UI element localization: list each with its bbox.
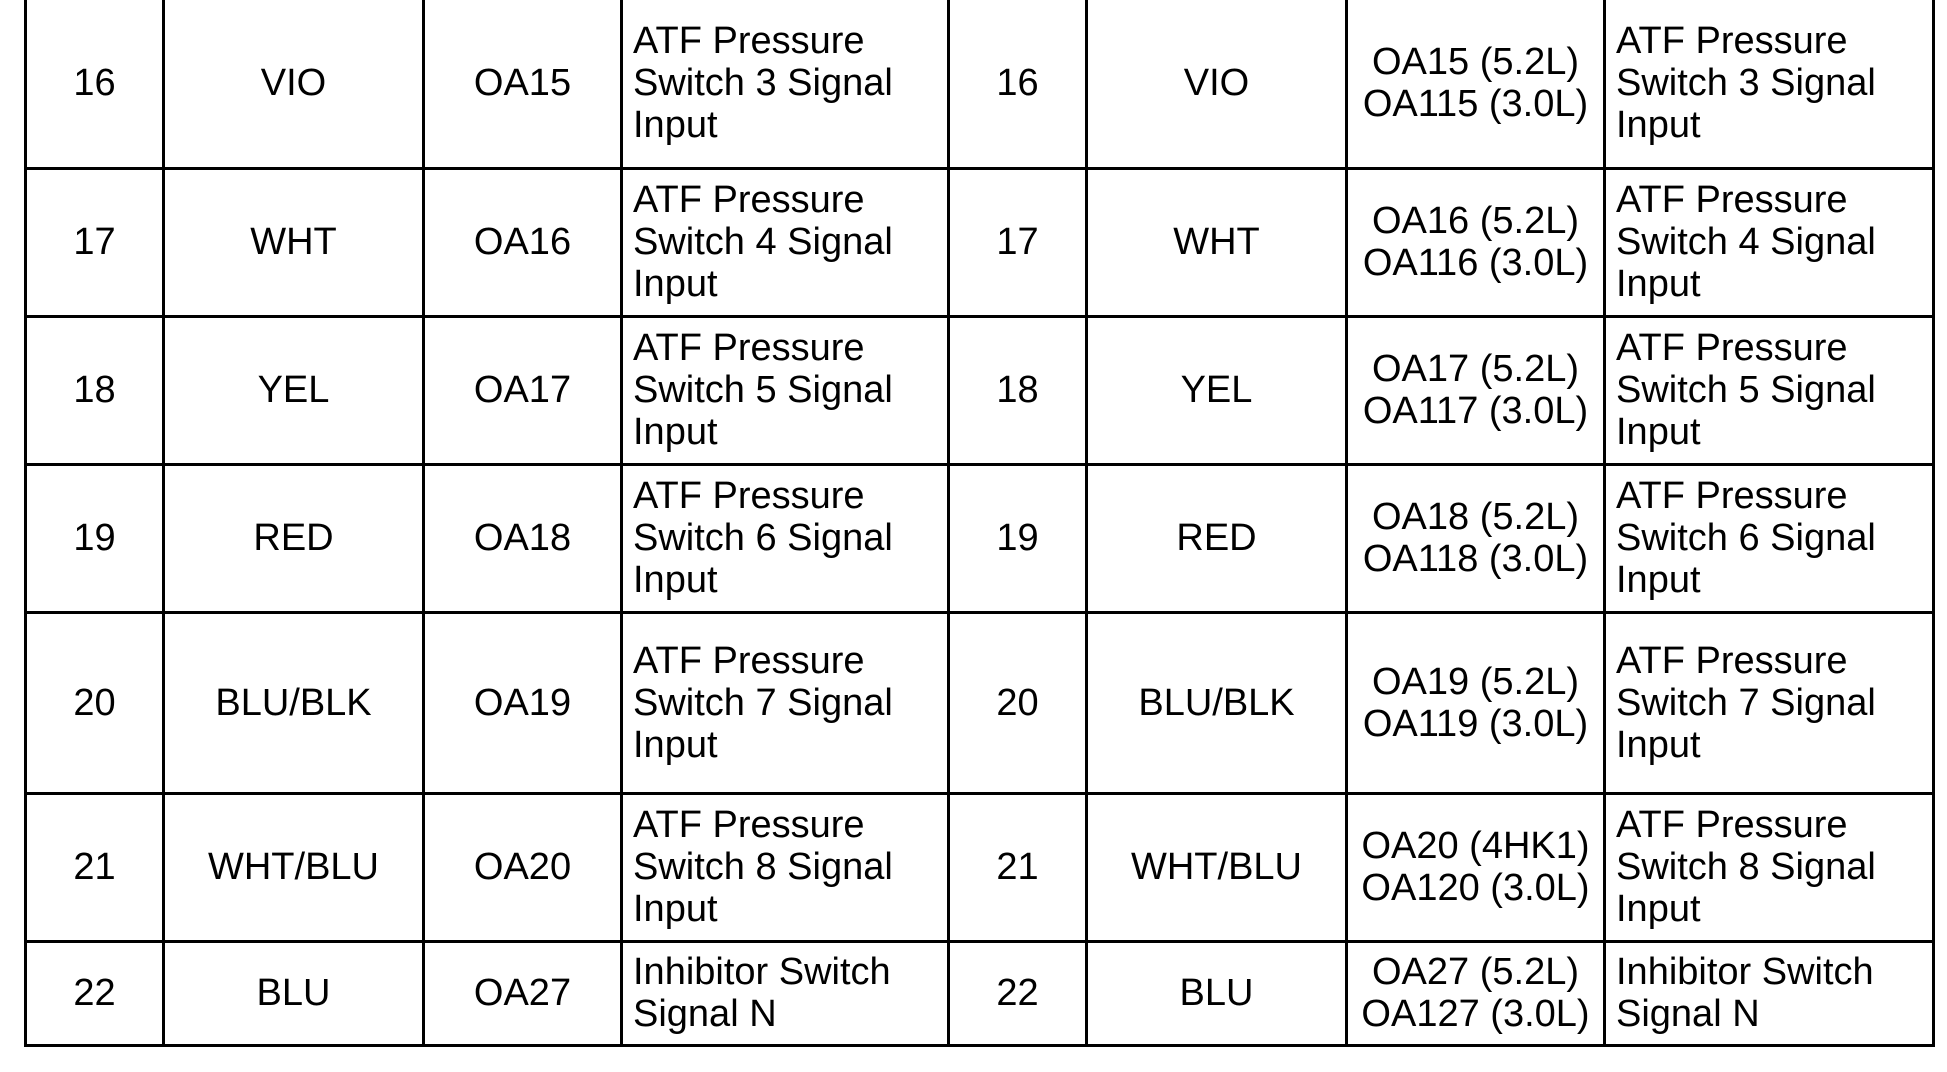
table-row bbox=[26, 316, 1934, 464]
circuit-line: OA16 (5.2L) bbox=[1372, 200, 1579, 242]
pin-number-cell: 22 bbox=[26, 941, 164, 1045]
description-cell bbox=[622, 941, 949, 1045]
circuit-line: OA19 (5.2L) bbox=[1372, 660, 1579, 703]
wire-color-cell: BLU bbox=[164, 941, 424, 1045]
pin-number-cell: 22 bbox=[949, 941, 1087, 1045]
description-line: Input bbox=[1616, 723, 1701, 766]
pin-number-cell: 17 bbox=[949, 168, 1087, 316]
wire-color-cell: BLU/BLK bbox=[1087, 612, 1347, 793]
description-cell bbox=[622, 464, 949, 612]
circuit-cell: OA27 bbox=[424, 941, 622, 1045]
wire-color-cell: VIO bbox=[1087, 0, 1347, 168]
description-line: Inhibitor Switch bbox=[633, 951, 891, 993]
description-cell bbox=[622, 793, 949, 941]
pin-number-cell: 19 bbox=[26, 464, 164, 612]
description-cell bbox=[622, 168, 949, 316]
description-line: ATF Pressure bbox=[1616, 20, 1848, 63]
circuit-cell: OA15 bbox=[424, 0, 622, 168]
description-line: ATF Pressure bbox=[1616, 804, 1848, 846]
description-line: ATF Pressure bbox=[633, 327, 865, 369]
description-line: Input bbox=[633, 411, 718, 453]
circuit-line: OA115 (3.0L) bbox=[1362, 83, 1589, 126]
wire-color-cell: BLU bbox=[1087, 941, 1347, 1045]
wire-color-cell: WHT/BLU bbox=[164, 793, 424, 941]
description-line: Input bbox=[633, 559, 718, 601]
pin-number-cell: 21 bbox=[949, 793, 1087, 941]
description-line: Switch 5 Signal bbox=[633, 369, 893, 411]
description-line: Switch 6 Signal bbox=[1616, 517, 1876, 559]
table-row bbox=[26, 941, 1934, 1045]
description-cell bbox=[1605, 168, 1934, 316]
table-row bbox=[26, 0, 1934, 168]
description-line: Input bbox=[633, 263, 718, 305]
wire-color-cell: WHT/BLU bbox=[1087, 793, 1347, 941]
pin-number-cell: 18 bbox=[949, 316, 1087, 464]
circuit-cell bbox=[1347, 793, 1605, 941]
description-line: Input bbox=[633, 104, 718, 147]
pin-number-cell: 20 bbox=[26, 612, 164, 793]
description-cell bbox=[1605, 464, 1934, 612]
description-line: ATF Pressure bbox=[1616, 475, 1848, 517]
table-row bbox=[26, 464, 1934, 612]
circuit-cell: OA17 bbox=[424, 316, 622, 464]
circuit-line: OA117 (3.0L) bbox=[1362, 390, 1589, 432]
description-cell bbox=[1605, 793, 1934, 941]
circuit-cell bbox=[1347, 0, 1605, 168]
pin-number-cell: 18 bbox=[26, 316, 164, 464]
description-line: ATF Pressure bbox=[633, 804, 865, 846]
circuit-line: OA18 (5.2L) bbox=[1372, 496, 1579, 538]
circuit-line: OA116 (3.0L) bbox=[1362, 242, 1589, 284]
description-cell bbox=[622, 316, 949, 464]
circuit-line: OA15 (5.2L) bbox=[1372, 41, 1579, 84]
description-cell bbox=[622, 0, 949, 168]
circuit-line: OA119 (3.0L) bbox=[1362, 702, 1589, 745]
circuit-cell: OA20 bbox=[424, 793, 622, 941]
description-line: Input bbox=[1616, 559, 1701, 601]
circuit-line: OA127 (3.0L) bbox=[1361, 993, 1590, 1035]
description-cell bbox=[1605, 0, 1934, 168]
wire-color-cell: WHT bbox=[164, 168, 424, 316]
description-line: Switch 3 Signal bbox=[633, 62, 893, 105]
circuit-cell bbox=[1347, 464, 1605, 612]
wire-color-cell: BLU/BLK bbox=[164, 612, 424, 793]
pin-number-cell: 16 bbox=[949, 0, 1087, 168]
pin-number-cell: 17 bbox=[26, 168, 164, 316]
wire-color-cell: YEL bbox=[164, 316, 424, 464]
pin-number-cell: 21 bbox=[26, 793, 164, 941]
description-line: ATF Pressure bbox=[633, 639, 865, 682]
description-line: Switch 7 Signal bbox=[1616, 681, 1876, 724]
circuit-cell: OA19 bbox=[424, 612, 622, 793]
description-line: Signal N bbox=[1616, 993, 1760, 1035]
circuit-line: OA17 (5.2L) bbox=[1372, 348, 1579, 390]
description-line: Inhibitor Switch bbox=[1616, 951, 1874, 993]
wire-color-cell: WHT bbox=[1087, 168, 1347, 316]
circuit-line: OA20 (4HK1) bbox=[1361, 825, 1590, 867]
circuit-line: OA120 (3.0L) bbox=[1361, 867, 1590, 909]
table-body bbox=[26, 0, 1934, 1045]
description-cell bbox=[1605, 316, 1934, 464]
wire-color-cell: VIO bbox=[164, 0, 424, 168]
wire-color-cell: RED bbox=[164, 464, 424, 612]
wire-color-cell: YEL bbox=[1087, 316, 1347, 464]
table-row bbox=[26, 168, 1934, 316]
pin-number-cell: 16 bbox=[26, 0, 164, 168]
pin-number-cell: 19 bbox=[949, 464, 1087, 612]
description-cell bbox=[1605, 941, 1934, 1045]
description-line: Switch 4 Signal bbox=[633, 221, 893, 263]
circuit-cell bbox=[1347, 316, 1605, 464]
description-line: ATF Pressure bbox=[1616, 327, 1848, 369]
description-line: Switch 4 Signal bbox=[1616, 221, 1876, 263]
table-row bbox=[26, 793, 1934, 941]
description-line: ATF Pressure bbox=[633, 179, 865, 221]
description-line: ATF Pressure bbox=[1616, 179, 1848, 221]
description-line: Switch 8 Signal bbox=[633, 846, 893, 888]
description-line: Switch 6 Signal bbox=[633, 517, 893, 559]
pin-number-cell: 20 bbox=[949, 612, 1087, 793]
description-cell bbox=[1605, 612, 1934, 793]
table-row bbox=[26, 612, 1934, 793]
description-line: Input bbox=[1616, 263, 1701, 305]
description-line: Switch 8 Signal bbox=[1616, 846, 1876, 888]
description-cell bbox=[622, 612, 949, 793]
description-line: Switch 7 Signal bbox=[633, 681, 893, 724]
circuit-cell bbox=[1347, 941, 1605, 1045]
description-line: Input bbox=[633, 723, 718, 766]
description-line: Switch 5 Signal bbox=[1616, 369, 1876, 411]
description-line: Input bbox=[1616, 411, 1701, 453]
wire-color-cell: RED bbox=[1087, 464, 1347, 612]
circuit-cell bbox=[1347, 168, 1605, 316]
pinout-table bbox=[24, 0, 1935, 1047]
description-line: ATF Pressure bbox=[633, 475, 865, 517]
description-line: ATF Pressure bbox=[633, 20, 865, 63]
description-line: Switch 3 Signal bbox=[1616, 62, 1876, 105]
circuit-cell: OA18 bbox=[424, 464, 622, 612]
circuit-cell bbox=[1347, 612, 1605, 793]
description-line: Input bbox=[1616, 888, 1701, 930]
description-line: ATF Pressure bbox=[1616, 639, 1848, 682]
circuit-cell: OA16 bbox=[424, 168, 622, 316]
description-line: Input bbox=[633, 888, 718, 930]
description-line: Signal N bbox=[633, 993, 777, 1035]
circuit-line: OA118 (3.0L) bbox=[1362, 538, 1589, 580]
circuit-line: OA27 (5.2L) bbox=[1372, 951, 1579, 993]
description-line: Input bbox=[1616, 104, 1701, 147]
